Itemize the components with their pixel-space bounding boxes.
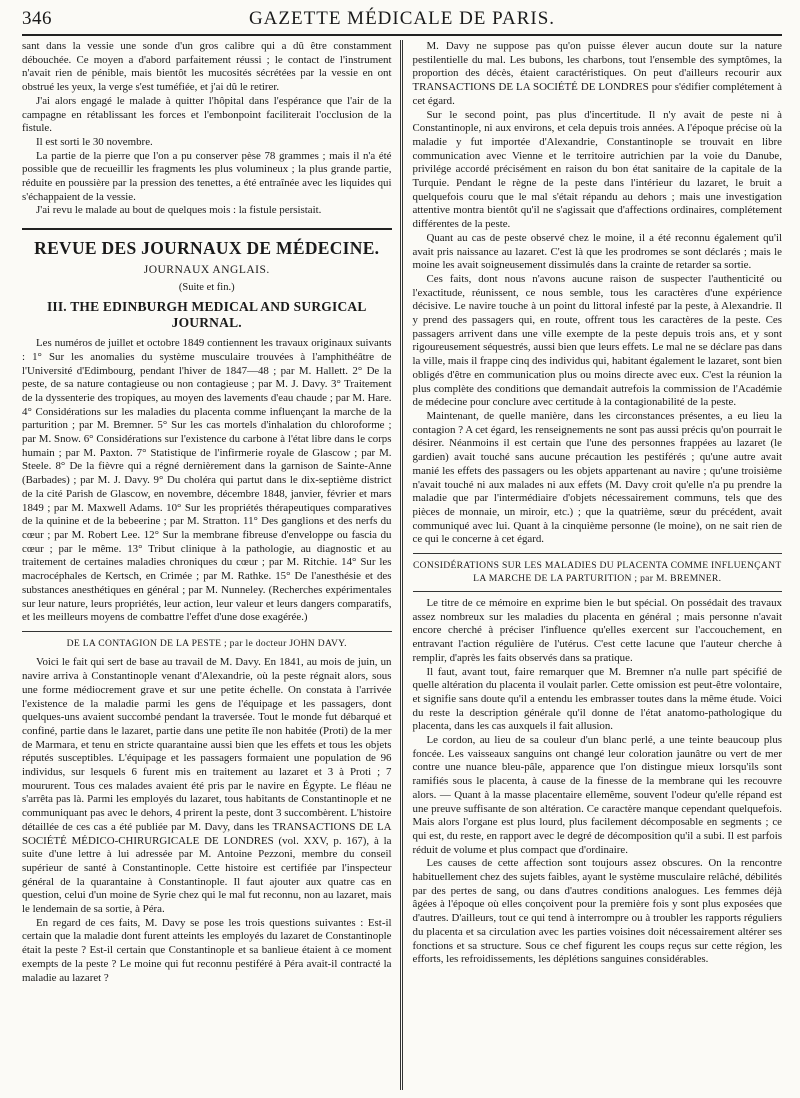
column-rule xyxy=(400,40,403,1090)
journal-title: GAZETTE MÉDICALE DE PARIS. xyxy=(248,8,556,29)
article-heading: DE LA CONTAGION DE LA PESTE ; par le docteur JOHN DAVY. xyxy=(66,637,347,649)
paragraph: Il faut, avant tout, faire remarquer que M. Bremner n'a nulle part spécifié de quelle altération du placenta il voulait parler. Cette omission est peut-être volontaire, et signifie sans doute qu'il a entendu les embrasser toutes dans la même étude. Voici du reste la description générale qu'il donne de l'état anatomo-pathologique du placenta, dans les cas auxquels il fait allusion. xyxy=(412,665,782,733)
paragraph: Il est sorti le 30 novembre. xyxy=(36,135,153,148)
paragraph: J'ai revu le malade au bout de quelques mois : la fistule persistait. xyxy=(36,204,322,217)
section-title: REVUE DES JOURNAUX DE MÉDECINE. xyxy=(34,238,380,259)
paragraph: sant dans la vessie une sonde d'un gros calibre qui a dû être constamment débouchée. Ce moyen a d'abord parfaitement réussi ; le contact de l'instrument n'avait rien de pénible, mais bientôt les mucosités sécrétées par la vessie en ont obstrué les yeux, la verge s'est tuméfiée, et j'ai dû le retirer. xyxy=(22,40,392,94)
divider xyxy=(413,553,783,554)
review-section xyxy=(22,228,392,985)
paragraph: Le titre de ce mémoire en exprime bien le but spécial. On possédait des travaux assez nombreux sur les maladies du placenta en général ; mais personne n'avait encore cherché à préciser l'influence qu'elles exercent sur l'accouchement, en entravant l'action régulière de l'utérus. C'est cette lacune que l'auteur cherche à remplir, d'après les faits observés dans sa pratique. xyxy=(412,597,782,664)
paragraph: Ces faits, dont nous n'avons aucune raison de suspecter l'authenticité ou l'exactitude, réunissent, ce nous semble, tous les caractères d'une expérience décisive. Le navire touche à un point du littoral infesté par la peste, à Alexandrie. Il y prend des passagers qui, en route, offrent tous les caractères de la peste. Ces passagers arrivent dans une ville exempte de la peste depuis trois ans, et y sont rigoureusement séquestrés, aussi bien que leurs effets. Le mal ne se déclare pas dans la ville, mais il frappe cinq des individus qui, habitant également le lazaret, sont bien obligés d'être en communication plus ou moins directe avec eux. C'est la réunion la plus complète des conditions que demandait autrefois la commission de l'Académie de médecine pour conclure avec certitude à la contagionabilité de la peste. xyxy=(412,272,782,409)
paragraph: Voici le fait qui sert de base au travail de M. Davy. En 1841, au mois de juin, un navire arriva à Constantinople venant d'Alexandrie, où la peste régnait alors, sous une forme médiocrement grave et sur une petite échelle. On constata à l'arrivée l'existence de la maladie parmi les gens de l'équipage et les passagers, dont quelques-uns avaient succombé pendant la traversée. Tout le monde fut débarqué et confiné, partie dans le lazaret, partie dans une petite île non habitée (Proti) de la mer de Marmara, et tenu en stricte quarantaine aussi bien que les effets et tous les objets réputés susceptibles. L'équipage et les passagers formaient une population de 96 individus, sur lesquels 6 furent mis en traitement au lazaret et 3 à Proti ; 7 moururent. Tous ces malades avaient été pris par le navire en Égypte. Le fléau ne s'arrêta pas là. Parmi les employés du lazaret, tous habitants de Constantinople et ne communiquant pas avec le dehors, 4 prirent la peste, dont 3 succombèrent. L'histoire détaillée de ces cas a été publiée par M. Davy, dans les TRANSACTIONS DE LA SOCIÉTÉ MÉDICO-CHIRURGICALE DE LONDRES (vol. XXV, p. 167), à la suite d'une lettre à lui adressée par M. Antoine Pezzoni, membre du conseil supérieur de santé à Constantinople. Cette histoire est certifiée par l'inspecteur général de la quarantaine à Constantinople. Il faut ajouter aux quatre cas en question, celui d'un moine de Syrie chez qui le mal fut reconnu, non au lazaret, mais le lendemain de sa sortie, à Péra. xyxy=(22,656,392,916)
paragraph: Les numéros de juillet et octobre 1849 contiennent les travaux originaux suivants : 1° Sur les anomalies du système musculaire trouvées à l'amphithéâtre de l'Université d'Edimbourg, pendant l'hiver de 1847—48 ; par M. Hallett. 2° De la peste, de sa nature contagieuse ou non contagieuse ; par M. J. Davy. 3° Traitement de la dyssenterie des tropiques, au moyen des lavements d'eau chaude ; par M. Hare. 4° Considérations sur les maladies du placenta comme influençant la marche de la parturition ; par M. Bremner. 5° Sur les cas mortels d'inhalation du chloroforme ; par M. Snow. 6° Considérations sur l'existence du carbone à l'état libre dans le corps humain ; par M. Paxton. 7° Statistique de l'infirmerie royale de Glascow ; par M. Steele. 8° De la fièvre qui a régné dernièrement dans la garnison de Sainte-Anne (Barbades) ; par M. J. Davy. 9° Du choléra qui partut dans le dix-septième district de la cité Parish de Glascow, en novembre, décembre 1848, janvier, février et mars 1849 ; par M. Maxwell Adams. 10° Sur les propriétés thérapeutiques comparatives de la quinine et de la bebeerine ; par M. Stratton. 11° Des ganglions et des nerfs du cœur ; par M. Robert Lee. 12° Sur la membrane fibreuse d'enveloppe ou fascia du cœur ; par le même. 13° Tribut clinique à la pathologie, au diagnostic et au traitement de certaines maladies chroniques du cœur ; par M. Ritchie. 14° Sur les macrocéphales de Kertsch, en Crimée ; par M. Rathke. 15° De l'anesthésie et des substances anesthétiques en général ; par M. Nunneley. (Recherches expérimentales sur leur nature, leurs propriétés, leur action, leur valeur et leurs dangers comparatifs, et les meilleurs moyens de combattre l'effet d'une dose exagérée.) xyxy=(22,337,392,624)
continuation-note: (Suite et fin.) xyxy=(178,282,235,294)
left-column xyxy=(22,40,398,1090)
paragraph: Sur le second point, pas plus d'incertitude. Il n'y avait de peste ni à Constantinople, ni aux environs, et cela depuis trois années. A l'époque précise où la maladie y fut importée d'Alexandrie, Constantinople se trouvait en libre communication avec Vienne et le territoire autrichien par la voie du Danube, privilége accordé précisément en raison du bon état sanitaire de la capitale de la Turquie. Pendant le règne de la peste dans l'intérieur du lazaret, le bruit a quelquefois couru que le mal s'était répandu au dehors ; mais une investigation attentive montra bientôt qu'il ne s'agissait que d'affections ordinaires, complétement différentes de la peste. xyxy=(412,108,782,231)
paragraph: La partie de la pierre que l'on a pu conserver pèse 78 grammes ; mais il n'a été possible que de recueillir les fragments les plus volumineux ; la plus grande partie, réduite en poussière par la pression des tenettes, a été entraînée avec les liquides qui s'échappaient de la vessie. xyxy=(22,149,392,203)
paragraph: J'ai alors engagé le malade à quitter l'hôpital dans l'espérance que l'air de la campagne en rétablissant les forces et l'embonpoint faciliterait l'occlusion de la fistule. xyxy=(22,94,392,135)
page-header xyxy=(22,6,782,36)
paragraph: Les causes de cette affection sont toujours assez obscures. On la rencontre habituellement chez des sujets faibles, ayant le système musculaire relâché, débilités par des pertes de sang, ou dans d'autres conditions analogues. Les femmes déjà âgées à l'époque où elles conçoivent pour la première fois y sont plus exposées que d'autres. D'ailleurs, tout ce qui tend à interrompre ou à troubler les rapports réguliers du placenta et sa circulation avec les parties voisines doit nécessairement altérer ses fonctions et sa structure. Sous ce chef figurent les coups reçus sur cette région, les efforts, les refroidissements, les déplétions sanguines considérables. xyxy=(412,857,782,966)
paragraph: Quant au cas de peste observé chez le moine, il a été reconnu également qu'il avait pris naissance au lazaret. C'est là que les prodromes se sont déclarés ; mais le moine les avait soigneusement dissimulés dans la crainte de retarder sa sortie. xyxy=(412,231,782,272)
journal-heading: III. THE EDINBURGH MEDICAL AND SURGICAL JOURNAL. xyxy=(46,299,367,331)
paragraph: M. Davy ne suppose pas qu'on puisse élever aucun doute sur la nature pestilentielle du mal. Les bubons, les charbons, tout l'ensemble des symptômes, la proportion des décès, étaient caractéristiques. On peut d'ailleurs recourir aux TRANSACTIONS DE LA SOCIÉTÉ DE LONDRES pour s'édifier complétement à cet égard. xyxy=(412,40,782,107)
paragraph: Le cordon, au lieu de sa couleur d'un blanc perlé, a une teinte beaucoup plus foncée. Les vaisseaux sanguins ont changé leur coloration jaunâtre ou vert de mer contre une nuance bleu-pâle, apparence que l'on distingue mieux lorsqu'ils sont ramifiés sous le placenta, à cause de la finesse de la membrane qui les recouvre alors. — Quant à la masse placentaire ellemême, souvent l'odeur qu'elle répand est une preuve suffisante de son altération. Ce caractère manque cependant quelquefois. Mais alors l'organe est plus lourd, plus facilement décomposable en segments ; ce qui est, du reste, en rapport avec le degré de décomposition qu'il a subi. Il est parfois réduit de volume et plus compact que d'ordinaire. xyxy=(412,734,782,856)
section-subtitle: JOURNAUX ANGLAIS. xyxy=(143,264,270,277)
page-number: 346 xyxy=(22,8,52,29)
divider xyxy=(22,631,392,632)
article-heading: CONSIDÉRATIONS SUR LES MALADIES DU PLACENTA COMME INFLUENÇANT LA MARCHE DE LA PARTURITION ; par M. BREMNER. xyxy=(412,560,782,584)
text-columns xyxy=(22,40,782,1090)
paragraph: En regard de ces faits, M. Davy se pose les trois questions suivantes : Est-il certain que la maladie dont furent atteints les employés du lazaret de Constantinople était la peste ? Est-il certain que Constantinople et sa banlieue étaient à ce moment exempts de la peste ? Le moine qui fut reconnu pestiféré à Péra avait-il contracté la maladie au lazaret ? xyxy=(22,916,392,984)
paragraph: Maintenant, de quelle manière, dans les circonstances présentes, a eu lieu la contagion ? A cet égard, les renseignements ne sont pas aussi précis qu'on pourrait le désirer. Néanmoins il est certain que l'une des personnes frappées au lazaret (le gardien) avait touché sans aucune précaution les pestiférés ; qu'une autre avait manié les effets des passagers ou les objets appartenant au navire ; qu'une troisième n'avait touché ni aux malades ni aux effets (M. Davy croit qu'elle n'a pu prendre la maladie que par l'intermédiaire d'objets nécessairement communs, tels que des pièces de monnaie, un miroir, etc.) ; que la quatrième, sœur du précédent, avait communiqué avec lui. Quant à la cinquième personne (le moine), on ne sait rien de ce qui le concerne à cet égard. xyxy=(412,409,782,546)
divider xyxy=(413,591,783,592)
right-column xyxy=(405,40,783,1090)
